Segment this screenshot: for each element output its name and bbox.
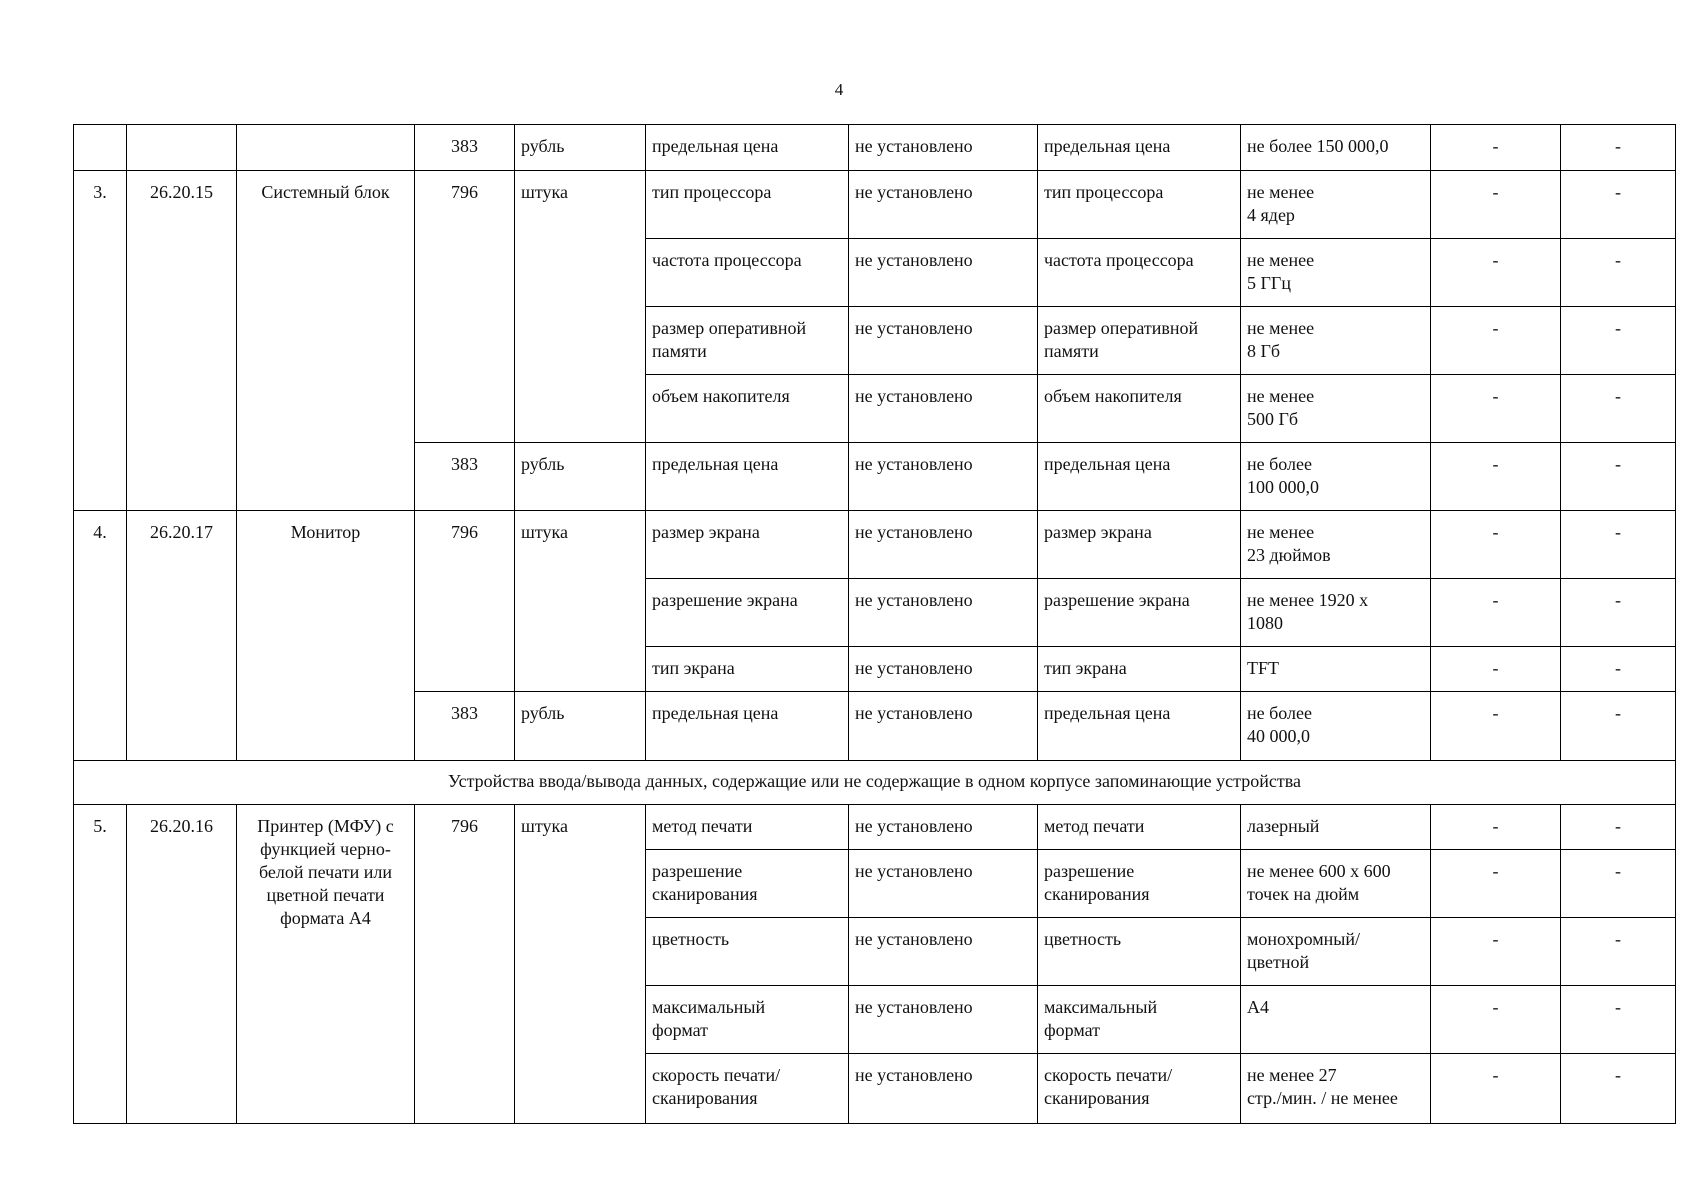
justification-cell: -: [1431, 850, 1561, 918]
characteristic-cell: предельная цена: [646, 692, 849, 761]
value-cell: не установлено: [849, 511, 1038, 579]
characteristic-cell: тип экрана: [646, 647, 849, 692]
purpose-cell: -: [1561, 125, 1676, 171]
justification-cell: -: [1431, 239, 1561, 307]
characteristic-cell: метод печати: [646, 805, 849, 850]
okei-code-cell: 383: [415, 692, 515, 761]
page-number: 4: [834, 80, 844, 99]
value-cell: не менее 500 Гб: [1241, 375, 1431, 443]
okei-unit-cell: штука: [515, 511, 646, 692]
value-cell: не менее 1920 x 1080: [1241, 579, 1431, 647]
value-cell: не установлено: [849, 239, 1038, 307]
characteristic-cell: максимальный формат: [1038, 986, 1241, 1054]
purpose-cell: -: [1561, 805, 1676, 850]
okpd-code-cell: 26.20.17: [127, 511, 237, 761]
purpose-cell: -: [1561, 692, 1676, 761]
characteristic-cell: предельная цена: [1038, 443, 1241, 511]
okei-code-cell: 796: [415, 805, 515, 1124]
okei-unit-cell: рубль: [515, 692, 646, 761]
characteristic-cell: объем накопителя: [646, 375, 849, 443]
characteristic-cell: тип экрана: [1038, 647, 1241, 692]
purpose-cell: -: [1561, 307, 1676, 375]
purpose-cell: -: [1561, 986, 1676, 1054]
value-cell: не установлено: [849, 918, 1038, 986]
justification-cell: -: [1431, 918, 1561, 986]
okei-code-cell: 383: [415, 125, 515, 171]
justification-cell: -: [1431, 579, 1561, 647]
purpose-cell: -: [1561, 511, 1676, 579]
value-cell: А4: [1241, 986, 1431, 1054]
justification-cell: -: [1431, 647, 1561, 692]
okei-unit-cell: рубль: [515, 125, 646, 171]
product-name-cell: Принтер (МФУ) с функцией черно- белой печати или цветной печати формата А4: [237, 805, 415, 1124]
value-cell: не установлено: [849, 579, 1038, 647]
value-cell: TFT: [1241, 647, 1431, 692]
characteristic-cell: предельная цена: [1038, 125, 1241, 171]
value-cell: не менее 8 Гб: [1241, 307, 1431, 375]
justification-cell: -: [1431, 307, 1561, 375]
justification-cell: -: [1431, 125, 1561, 171]
product-name-cell: Монитор: [237, 511, 415, 761]
characteristic-cell: цветность: [1038, 918, 1241, 986]
purpose-cell: -: [1561, 918, 1676, 986]
section-heading: Устройства ввода/вывода данных, содержащие или не содержащие в одном корпусе запоминающие устройства: [74, 761, 1676, 805]
purpose-cell: -: [1561, 375, 1676, 443]
okei-code-cell: 796: [415, 511, 515, 692]
justification-cell: -: [1431, 986, 1561, 1054]
purpose-cell: -: [1561, 239, 1676, 307]
okpd-code-cell: 26.20.15: [127, 171, 237, 511]
section-row: [74, 761, 1676, 805]
value-cell: не менее 27 стр./мин. / не менее: [1241, 1054, 1431, 1124]
characteristic-cell: размер оперативной памяти: [646, 307, 849, 375]
okei-code-cell: 383: [415, 443, 515, 511]
characteristic-cell: предельная цена: [646, 125, 849, 171]
value-cell: не установлено: [849, 125, 1038, 171]
value-cell: не менее 5 ГГц: [1241, 239, 1431, 307]
requirements-table: [73, 124, 1676, 1124]
characteristic-cell: размер экрана: [646, 511, 849, 579]
row-number-cell: 5.: [74, 805, 127, 1124]
purpose-cell: -: [1561, 171, 1676, 239]
characteristic-cell: тип процессора: [1038, 171, 1241, 239]
justification-cell: -: [1431, 443, 1561, 511]
purpose-cell: -: [1561, 647, 1676, 692]
value-cell: не установлено: [849, 443, 1038, 511]
justification-cell: -: [1431, 375, 1561, 443]
characteristic-cell: разрешение экрана: [646, 579, 849, 647]
purpose-cell: -: [1561, 1054, 1676, 1124]
value-cell: не менее 23 дюймов: [1241, 511, 1431, 579]
okei-unit-cell: рубль: [515, 443, 646, 511]
justification-cell: -: [1431, 1054, 1561, 1124]
characteristic-cell: разрешение экрана: [1038, 579, 1241, 647]
product-name-cell: [237, 125, 415, 171]
characteristic-cell: предельная цена: [646, 443, 849, 511]
value-cell: не более 40 000,0: [1241, 692, 1431, 761]
row-number-cell: 4.: [74, 511, 127, 761]
characteristic-cell: скорость печати/ сканирования: [1038, 1054, 1241, 1124]
value-cell: не установлено: [849, 375, 1038, 443]
okei-unit-cell: штука: [515, 171, 646, 443]
table-row: [74, 125, 1676, 171]
row-number-cell: 3.: [74, 171, 127, 511]
justification-cell: -: [1431, 171, 1561, 239]
characteristic-cell: размер экрана: [1038, 511, 1241, 579]
value-cell: не установлено: [849, 1054, 1038, 1124]
characteristic-cell: размер оперативной памяти: [1038, 307, 1241, 375]
purpose-cell: -: [1561, 850, 1676, 918]
value-cell: не менее 600 x 600 точек на дюйм: [1241, 850, 1431, 918]
characteristic-cell: разрешение сканирования: [646, 850, 849, 918]
purpose-cell: -: [1561, 579, 1676, 647]
value-cell: не установлено: [849, 805, 1038, 850]
okpd-code-cell: 26.20.16: [127, 805, 237, 1124]
characteristic-cell: метод печати: [1038, 805, 1241, 850]
product-name-cell: Системный блок: [237, 171, 415, 511]
value-cell: не установлено: [849, 692, 1038, 761]
value-cell: не более 100 000,0: [1241, 443, 1431, 511]
justification-cell: -: [1431, 805, 1561, 850]
justification-cell: -: [1431, 692, 1561, 761]
value-cell: лазерный: [1241, 805, 1431, 850]
characteristic-cell: предельная цена: [1038, 692, 1241, 761]
row-number-cell: [74, 125, 127, 171]
characteristic-cell: цветность: [646, 918, 849, 986]
value-cell: не установлено: [849, 307, 1038, 375]
justification-cell: -: [1431, 511, 1561, 579]
value-cell: не установлено: [849, 647, 1038, 692]
characteristic-cell: частота процессора: [1038, 239, 1241, 307]
value-cell: монохромный/ цветной: [1241, 918, 1431, 986]
characteristic-cell: частота процессора: [646, 239, 849, 307]
table-row: [74, 171, 1676, 239]
characteristic-cell: скорость печати/ сканирования: [646, 1054, 849, 1124]
okpd-code-cell: [127, 125, 237, 171]
okei-code-cell: 796: [415, 171, 515, 443]
characteristic-cell: максимальный формат: [646, 986, 849, 1054]
table-row: [74, 805, 1676, 850]
okei-unit-cell: штука: [515, 805, 646, 1124]
purpose-cell: -: [1561, 443, 1676, 511]
value-cell: не более 150 000,0: [1241, 125, 1431, 171]
characteristic-cell: объем накопителя: [1038, 375, 1241, 443]
characteristic-cell: тип процессора: [646, 171, 849, 239]
value-cell: не менее 4 ядер: [1241, 171, 1431, 239]
table-row: [74, 511, 1676, 579]
value-cell: не установлено: [849, 986, 1038, 1054]
characteristic-cell: разрешение сканирования: [1038, 850, 1241, 918]
value-cell: не установлено: [849, 171, 1038, 239]
value-cell: не установлено: [849, 850, 1038, 918]
